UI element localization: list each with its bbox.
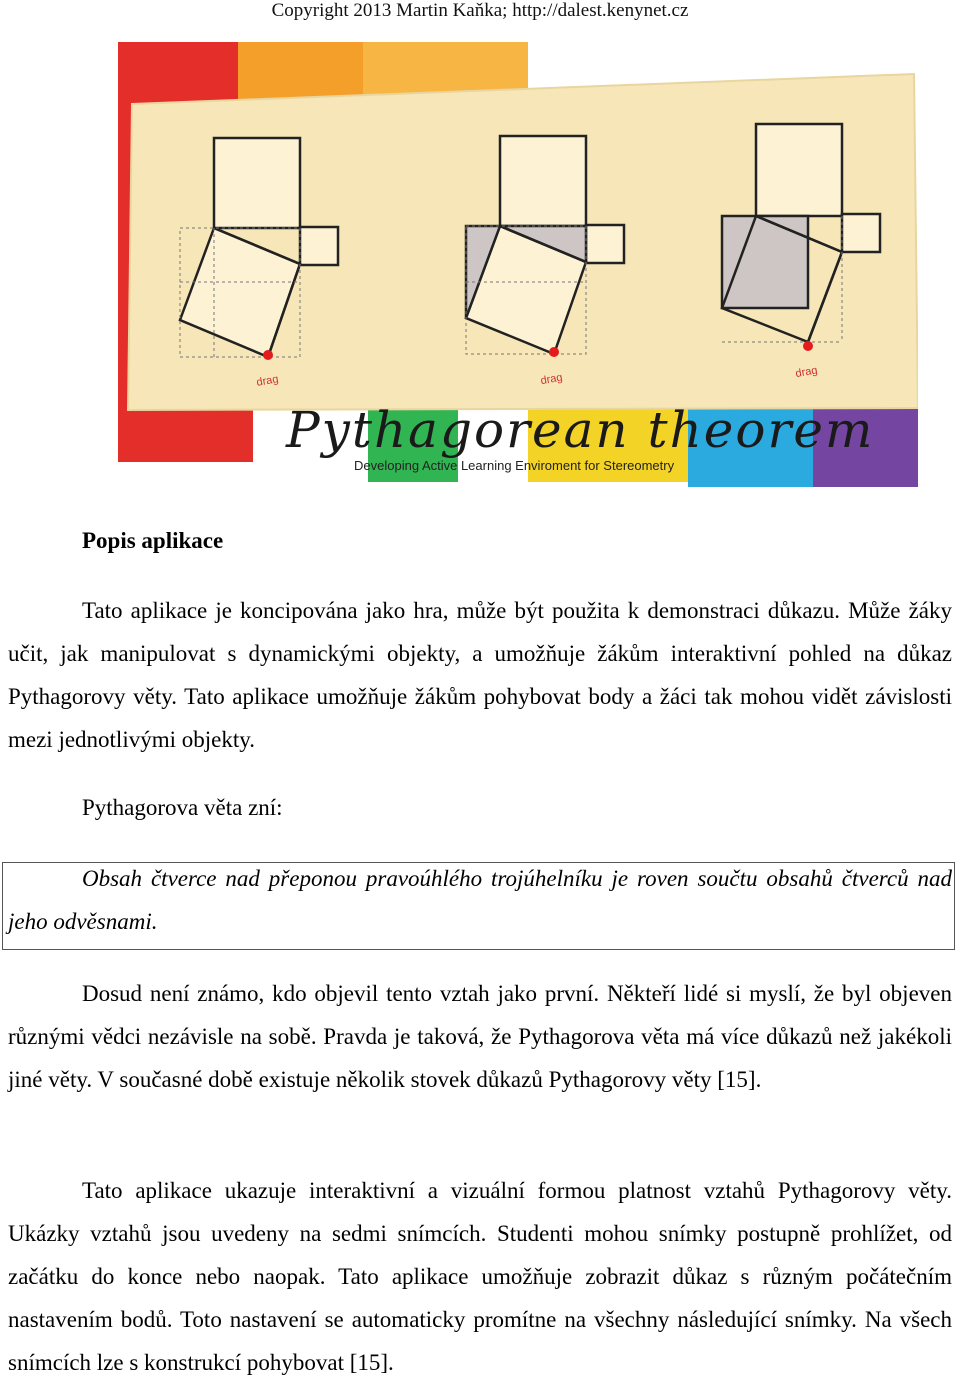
paragraph-application-text: Tato aplikace ukazuje interaktivní a vizuální formou platnost vztahů Pythagorovy věty. Ukázky vztahů jsou uvedeny na sedmi snímcích. Studenti mohou snímky postupně prohlížet, od začátku do konce nebo naopak. Tato aplikace umožňuje zobrazit důkaz s různým počátečním nastavením bodů. Toto nastavení se automaticky promítne na všechny následující snímky. Na všech snímcích lze s konstrukcí pohybovat [15]. [8,1178,952,1375]
logo-title: Pythagorean theorem [286,401,875,459]
paragraph-history [8,972,952,1101]
drag-label-2: drag [539,371,564,388]
banner-image [118,42,918,502]
paragraph-intro-text: Tato aplikace je koncipována jako hra, může být použita k demonstraci důkazu. Může žáky učit, jak manipulovat s dynamickými objekty, a umožňuje žákům interaktivní pohled na důkaz Pythagorovy věty. Tato aplikace umožňuje žákům pohybovat body a žáci tak mohou vidět závislosti mezi jednotlivými objekty. [8,598,952,752]
drag-point-2[interactable] [549,347,559,357]
copyright-header: Copyright 2013 Martin Kaňka; http://dalest.kenynet.cz [271,0,689,21]
paragraph-history-text: Dosud není známo, kdo objevil tento vztah jako první. Někteří lidé si myslí, že byl objeven různými vědci nezávisle na sobě. Pravda je taková, že Pythagorova věta má více důkazů než jakékoli jiné věty. V současné době existuje několik stovek důkazů Pythagorovy věty [15]. [8,981,952,1092]
logo-subtitle: Developing Active Learning Enviroment for Stereometry [354,458,675,473]
paragraph-intro [8,589,952,761]
drag-label-3: drag [794,364,819,381]
drag-point-3[interactable] [803,341,813,351]
drag-label-1: drag [255,373,280,389]
paragraph-application [8,1169,952,1384]
drag-point-1[interactable] [263,350,273,360]
theorem-quote [8,857,952,943]
paragraph-statement [8,786,952,829]
paragraph-statement-text: Pythagorova věta zní: [82,795,283,820]
section-heading: Popis aplikace [82,528,224,553]
theorem-quote-text: Obsah čtverce nad přeponou pravoúhlého trojúhelníku je roven součtu obsahů čtverců nad jeho odvěsnami. [8,866,952,934]
